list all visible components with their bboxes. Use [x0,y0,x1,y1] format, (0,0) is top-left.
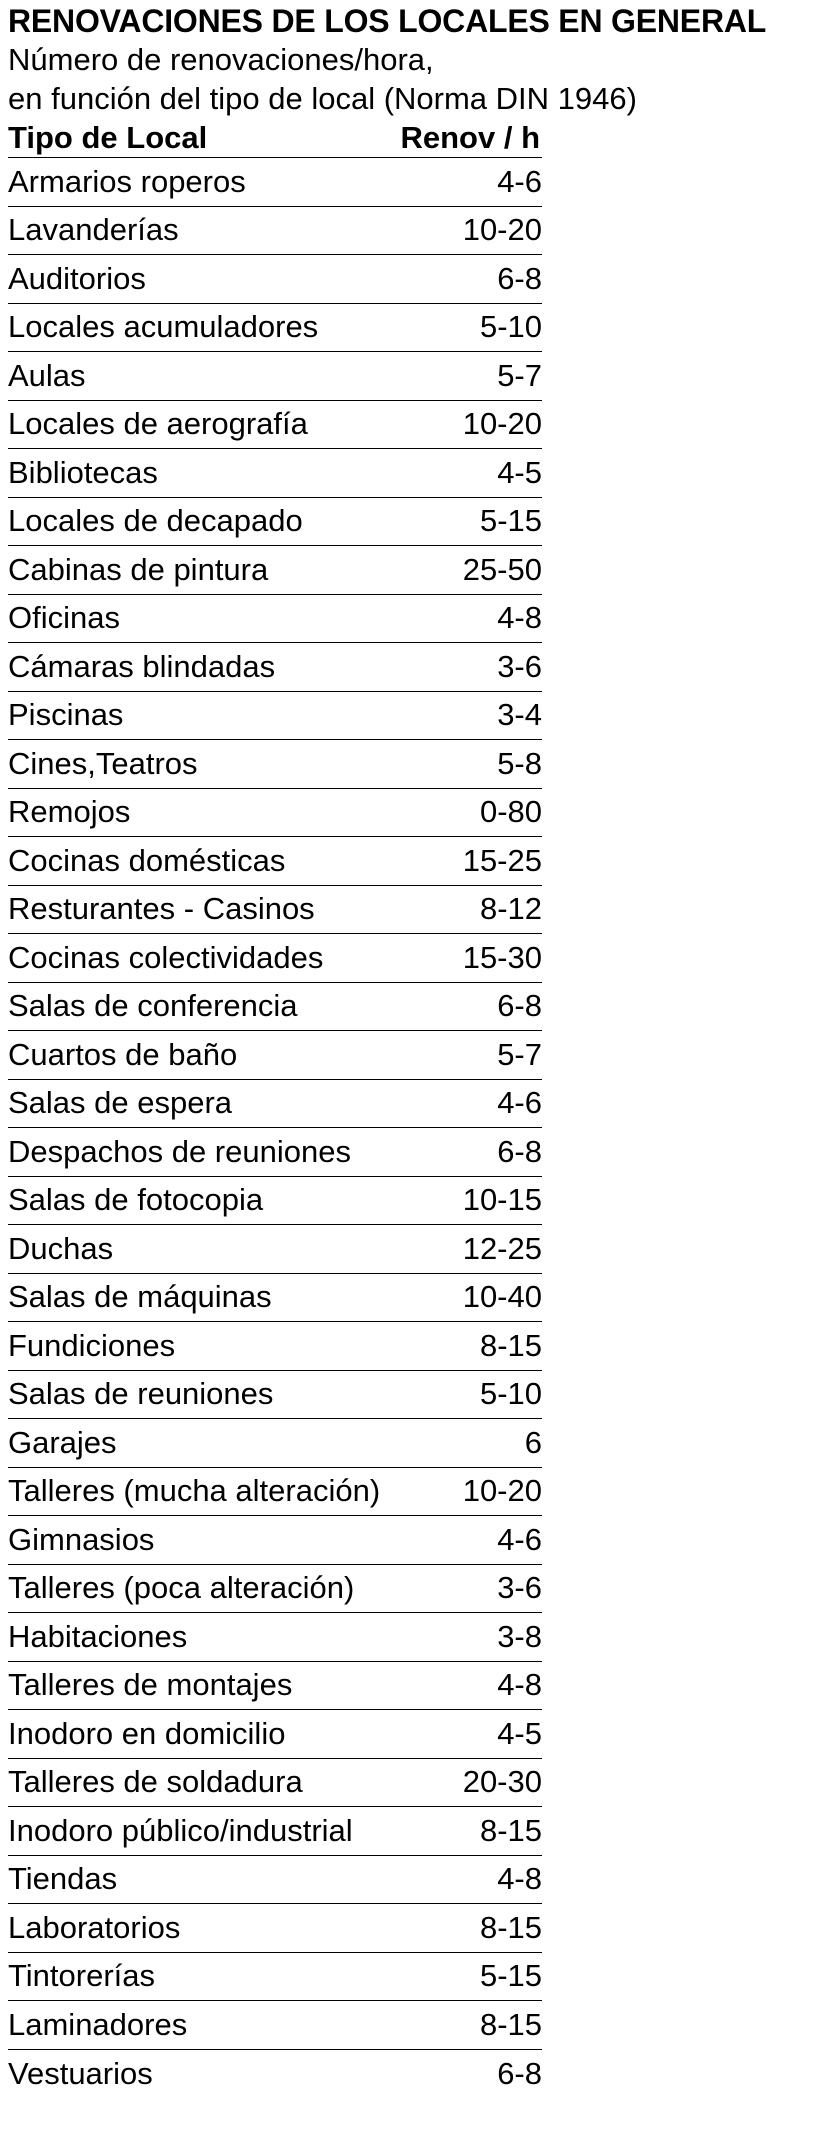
table-row [8,449,542,498]
local-type-cell: Laboratorios [8,1909,181,1945]
renovations-per-hour-cell: 4-6 [497,1085,542,1121]
local-type-cell: Resturantes - Casinos [8,891,315,927]
table-row [8,1419,542,1468]
renovations-per-hour-cell: 4-6 [497,1521,542,1557]
local-type-cell: Remojos [8,794,131,830]
document-subtitle-line-2: en función del tipo de local (Norma DIN 1946) [8,81,637,116]
local-type-cell: Gimnasios [8,1521,155,1557]
local-type-cell: Lavanderías [8,212,179,248]
renovations-per-hour-cell: 3-6 [497,1570,542,1606]
table-row [8,1080,542,1129]
local-type-cell: Tintorerías [8,1958,156,1994]
renovations-per-hour-cell: 6-8 [497,1133,542,1169]
renovations-per-hour-cell: 4-5 [497,1715,542,1751]
table-row [8,934,542,983]
renovations-per-hour-cell: 6-8 [497,988,542,1024]
table-row [8,692,542,741]
renovations-per-hour-cell: 5-15 [479,1958,542,1994]
local-type-cell: Fundiciones [8,1327,176,1363]
table-row [8,1565,542,1614]
column-header-local-type: Tipo de Local [8,120,208,155]
renovations-per-hour-cell: 6-8 [497,2055,542,2091]
renovations-per-hour-cell: 6-8 [497,260,542,296]
table-row [8,643,542,692]
table-row [8,1274,542,1323]
table-row [8,2050,542,2099]
local-type-cell: Duchas [8,1230,114,1266]
table-row [8,255,542,304]
renovations-per-hour-cell: 5-10 [479,309,542,345]
local-type-cell: Salas de reuniones [8,1376,274,1412]
local-type-cell: Armarios roperos [8,163,246,199]
table-row [8,837,542,886]
table-row [8,1177,542,1226]
renovations-per-hour-cell: 10-20 [462,1473,542,1509]
table-row [8,158,542,207]
renovations-per-hour-cell: 8-12 [479,891,542,927]
local-type-cell: Cocinas colectividades [8,939,324,975]
local-type-cell: Bibliotecas [8,454,158,490]
renovations-per-hour-cell: 15-30 [462,939,542,975]
table-row [8,1953,542,2002]
renovations-per-hour-cell: 4-6 [497,163,542,199]
local-type-cell: Despachos de reuniones [8,1133,351,1169]
renovations-per-hour-cell: 5-7 [497,1036,542,1072]
local-type-cell: Cuartos de baño [8,1036,238,1072]
local-type-cell: Salas de máquinas [8,1279,272,1315]
table-row [8,1128,542,1177]
table-row [8,1662,542,1711]
local-type-cell: Habitaciones [8,1618,188,1654]
local-type-cell: Auditorios [8,260,146,296]
local-type-cell: Talleres de soldadura [8,1764,303,1800]
table-row [8,1759,542,1808]
local-type-cell: Cabinas de pintura [8,551,269,587]
renovations-per-hour-cell: 6 [524,1424,542,1460]
local-type-cell: Garajes [8,1424,117,1460]
renovations-table [8,119,542,2098]
table-row [8,1322,542,1371]
renovations-per-hour-cell: 20-30 [462,1764,542,1800]
local-type-cell: Oficinas [8,600,120,636]
renovations-per-hour-cell: 5-7 [497,357,542,393]
local-type-cell: Cines,Teatros [8,745,198,781]
table-row [8,1031,542,1080]
renovations-per-hour-cell: 8-15 [479,2006,542,2042]
local-type-cell: Inodoro público/industrial [8,1812,353,1848]
column-header-renovations: Renov / h [400,120,540,155]
table-row [8,1807,542,1856]
table-row [8,1904,542,1953]
table-row [8,1371,542,1420]
renovations-per-hour-cell: 4-8 [497,600,542,636]
table-row [8,352,542,401]
local-type-cell: Cámaras blindadas [8,648,276,684]
renovations-per-hour-cell: 12-25 [462,1230,542,1266]
renovations-per-hour-cell: 3-6 [497,648,542,684]
renovations-per-hour-cell: 10-40 [462,1279,542,1315]
local-type-cell: Talleres (mucha alteración) [8,1473,381,1509]
table-row [8,1613,542,1662]
document-subtitle-line-1: Número de renovaciones/hora, [8,42,434,77]
table-row [8,1710,542,1759]
renovations-per-hour-cell: 8-15 [479,1909,542,1945]
renovations-per-hour-cell: 4-8 [497,1861,542,1897]
renovations-per-hour-cell: 25-50 [462,551,542,587]
table-row [8,595,542,644]
renovations-per-hour-cell: 4-5 [497,454,542,490]
table-row [8,1516,542,1565]
local-type-cell: Talleres de montajes [8,1667,293,1703]
table-body [8,158,542,2098]
local-type-cell: Vestuarios [8,2055,153,2091]
renovations-per-hour-cell: 8-15 [479,1812,542,1848]
renovations-per-hour-cell: 0-80 [479,794,542,830]
table-row [8,886,542,935]
local-type-cell: Salas de conferencia [8,988,298,1024]
local-type-cell: Salas de espera [8,1085,233,1121]
table-row [8,2001,542,2050]
local-type-cell: Piscinas [8,697,124,733]
local-type-cell: Inodoro en domicilio [8,1715,286,1751]
table-row [8,304,542,353]
renovations-per-hour-cell: 5-15 [479,503,542,539]
local-type-cell: Talleres (poca alteración) [8,1570,355,1606]
table-row [8,401,542,450]
table-row [8,1856,542,1905]
local-type-cell: Locales de decapado [8,503,303,539]
renovations-per-hour-cell: 5-8 [497,745,542,781]
renovations-per-hour-cell: 3-4 [497,697,542,733]
table-row [8,1225,542,1274]
table-row [8,740,542,789]
table-row [8,546,542,595]
local-type-cell: Salas de fotocopia [8,1182,264,1218]
renovations-per-hour-cell: 10-20 [462,212,542,248]
table-header [8,119,542,158]
table-row [8,207,542,256]
renovations-per-hour-cell: 15-25 [462,842,542,878]
local-type-cell: Laminadores [8,2006,188,2042]
table-row [8,498,542,547]
document-title: RENOVACIONES DE LOS LOCALES EN GENERAL [8,3,767,39]
table-row [8,983,542,1032]
renovations-per-hour-cell: 10-15 [462,1182,542,1218]
table-row [8,789,542,838]
local-type-cell: Tiendas [8,1861,118,1897]
local-type-cell: Cocinas domésticas [8,842,286,878]
table-row [8,1468,542,1517]
renovations-per-hour-cell: 10-20 [462,406,542,442]
renovations-per-hour-cell: 3-8 [497,1618,542,1654]
renovations-per-hour-cell: 5-10 [479,1376,542,1412]
local-type-cell: Aulas [8,357,86,393]
renovations-per-hour-cell: 8-15 [479,1327,542,1363]
renovations-per-hour-cell: 4-8 [497,1667,542,1703]
local-type-cell: Locales acumuladores [8,309,319,345]
local-type-cell: Locales de aerografía [8,406,308,442]
